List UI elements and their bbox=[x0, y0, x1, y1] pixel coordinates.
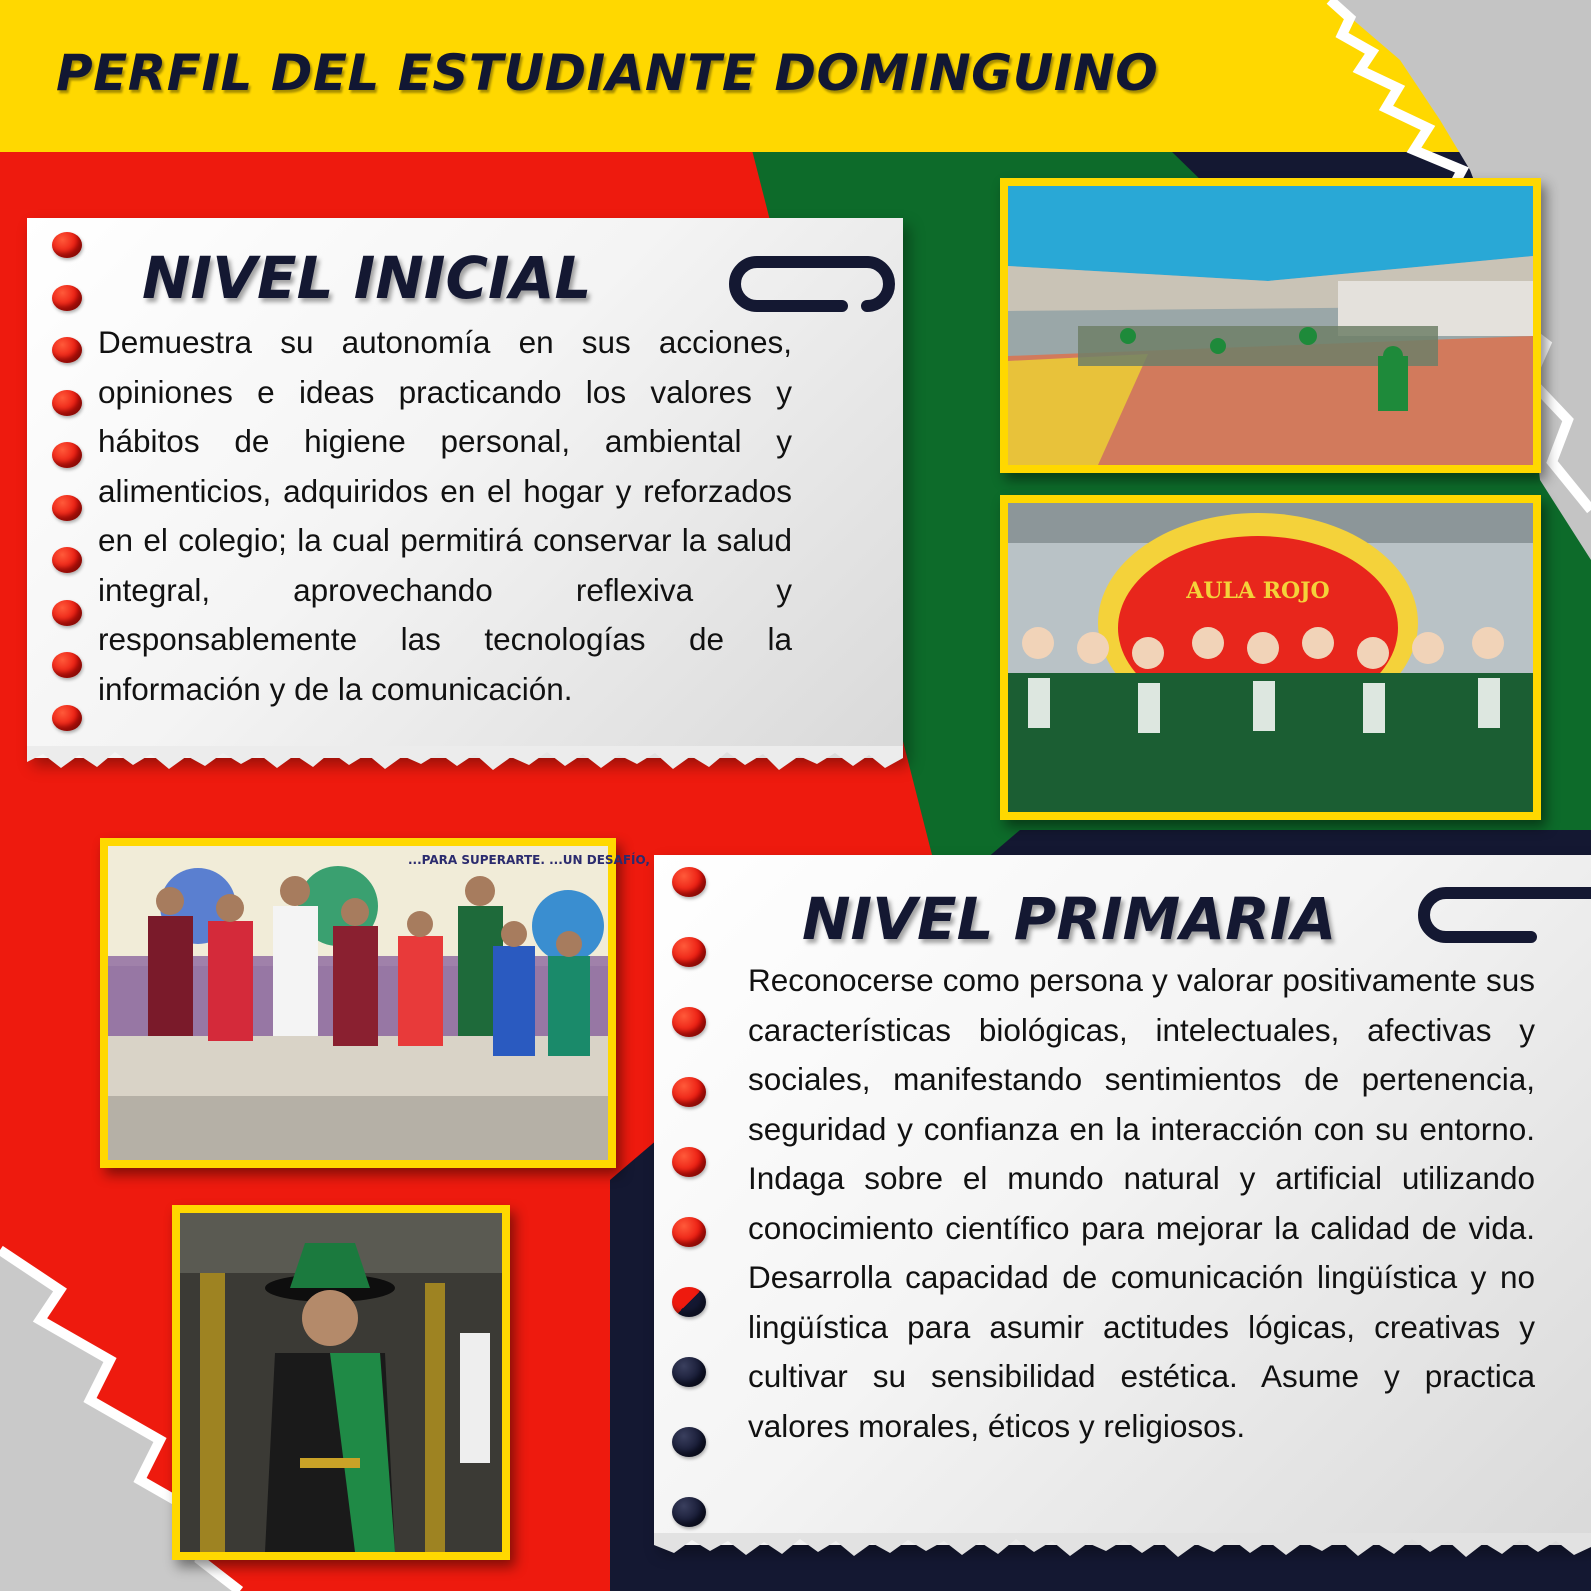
bullet-column bbox=[52, 232, 82, 731]
bullet-dot bbox=[672, 1007, 706, 1037]
pancarta-text: ...PARA SUPERARTE. ...UN DESAFÍO, bbox=[408, 853, 650, 867]
bullet-dot bbox=[672, 1217, 706, 1247]
photo-award-ceremony bbox=[100, 838, 650, 1168]
bullet-dot bbox=[672, 1497, 706, 1527]
bullet-dot bbox=[52, 705, 82, 731]
bullet-dot bbox=[672, 1427, 706, 1457]
bullet-dot bbox=[52, 495, 82, 521]
paragraph-nivel-primaria: Reconocerse como persona y valorar positivamente sus características biológicas, intelectuales, afectivas y sociales, manifestando sentimientos de pertenencia, seguridad y confianza en la interacción con su entorno. Indaga sobre el mundo natural y artificial utilizando conocimiento científico para mejorar la calidad de vida. Desarrolla capacidad de comunicación lingüística y no lingüística para asumir actitudes lógicas, creativas y cultivar su sensibilidad estética. Asume y practica valores morales, éticos y religiosos. bbox=[748, 962, 1535, 1444]
heading-nivel-inicial: NIVEL INICIAL bbox=[142, 244, 592, 312]
bullet-dot bbox=[672, 937, 706, 967]
bullet-dot bbox=[52, 390, 82, 416]
photo-parade-student bbox=[172, 1205, 510, 1560]
torn-bottom-edge bbox=[27, 746, 903, 772]
bullet-dot bbox=[52, 285, 82, 311]
capsule-decoration bbox=[717, 254, 907, 314]
bullet-dot bbox=[52, 337, 82, 363]
paragraph-nivel-inicial: Demuestra su autonomía en sus acciones, opiniones e ideas practicando los valores y hábitos de higiene personal, ambiental y alimenticios, adquiridos en el hogar y reforzados en el colegio; la cual permitirá conservar la salud integral, aprovechando reflexiva y responsablemente las tecnologías de la información y de la comunicación. bbox=[98, 324, 792, 707]
heading-nivel-primaria: NIVEL PRIMARIA bbox=[802, 885, 1337, 953]
bullet-dot bbox=[52, 232, 82, 258]
bullet-dot bbox=[672, 1287, 706, 1317]
card-nivel-inicial bbox=[27, 218, 903, 758]
page-title: PERFIL DEL ESTUDIANTE DOMINGUINO bbox=[56, 44, 1159, 102]
capsule-decoration bbox=[1406, 885, 1591, 945]
bullet-column bbox=[672, 867, 706, 1527]
torn-bottom-edge bbox=[654, 1533, 1591, 1559]
photo-parade-image bbox=[180, 1213, 502, 1552]
bullet-dot bbox=[52, 547, 82, 573]
card-nivel-primaria bbox=[654, 855, 1591, 1545]
photo-award-ceremony-image bbox=[108, 846, 650, 1160]
bullet-dot bbox=[52, 600, 82, 626]
bullet-dot bbox=[52, 442, 82, 468]
bullet-dot bbox=[52, 652, 82, 678]
photo-olimpiadas-image bbox=[1008, 503, 1533, 812]
bullet-dot bbox=[672, 1147, 706, 1177]
photo-classroom-patio-image bbox=[1008, 186, 1533, 465]
bullet-dot bbox=[672, 1357, 706, 1387]
bullet-dot bbox=[672, 1077, 706, 1107]
photo-olimpiadas-group bbox=[1000, 495, 1541, 820]
bullet-dot bbox=[672, 867, 706, 897]
photo-classroom-patio bbox=[1000, 178, 1541, 473]
aula-banner-text: AULA ROJO bbox=[1186, 578, 1330, 604]
